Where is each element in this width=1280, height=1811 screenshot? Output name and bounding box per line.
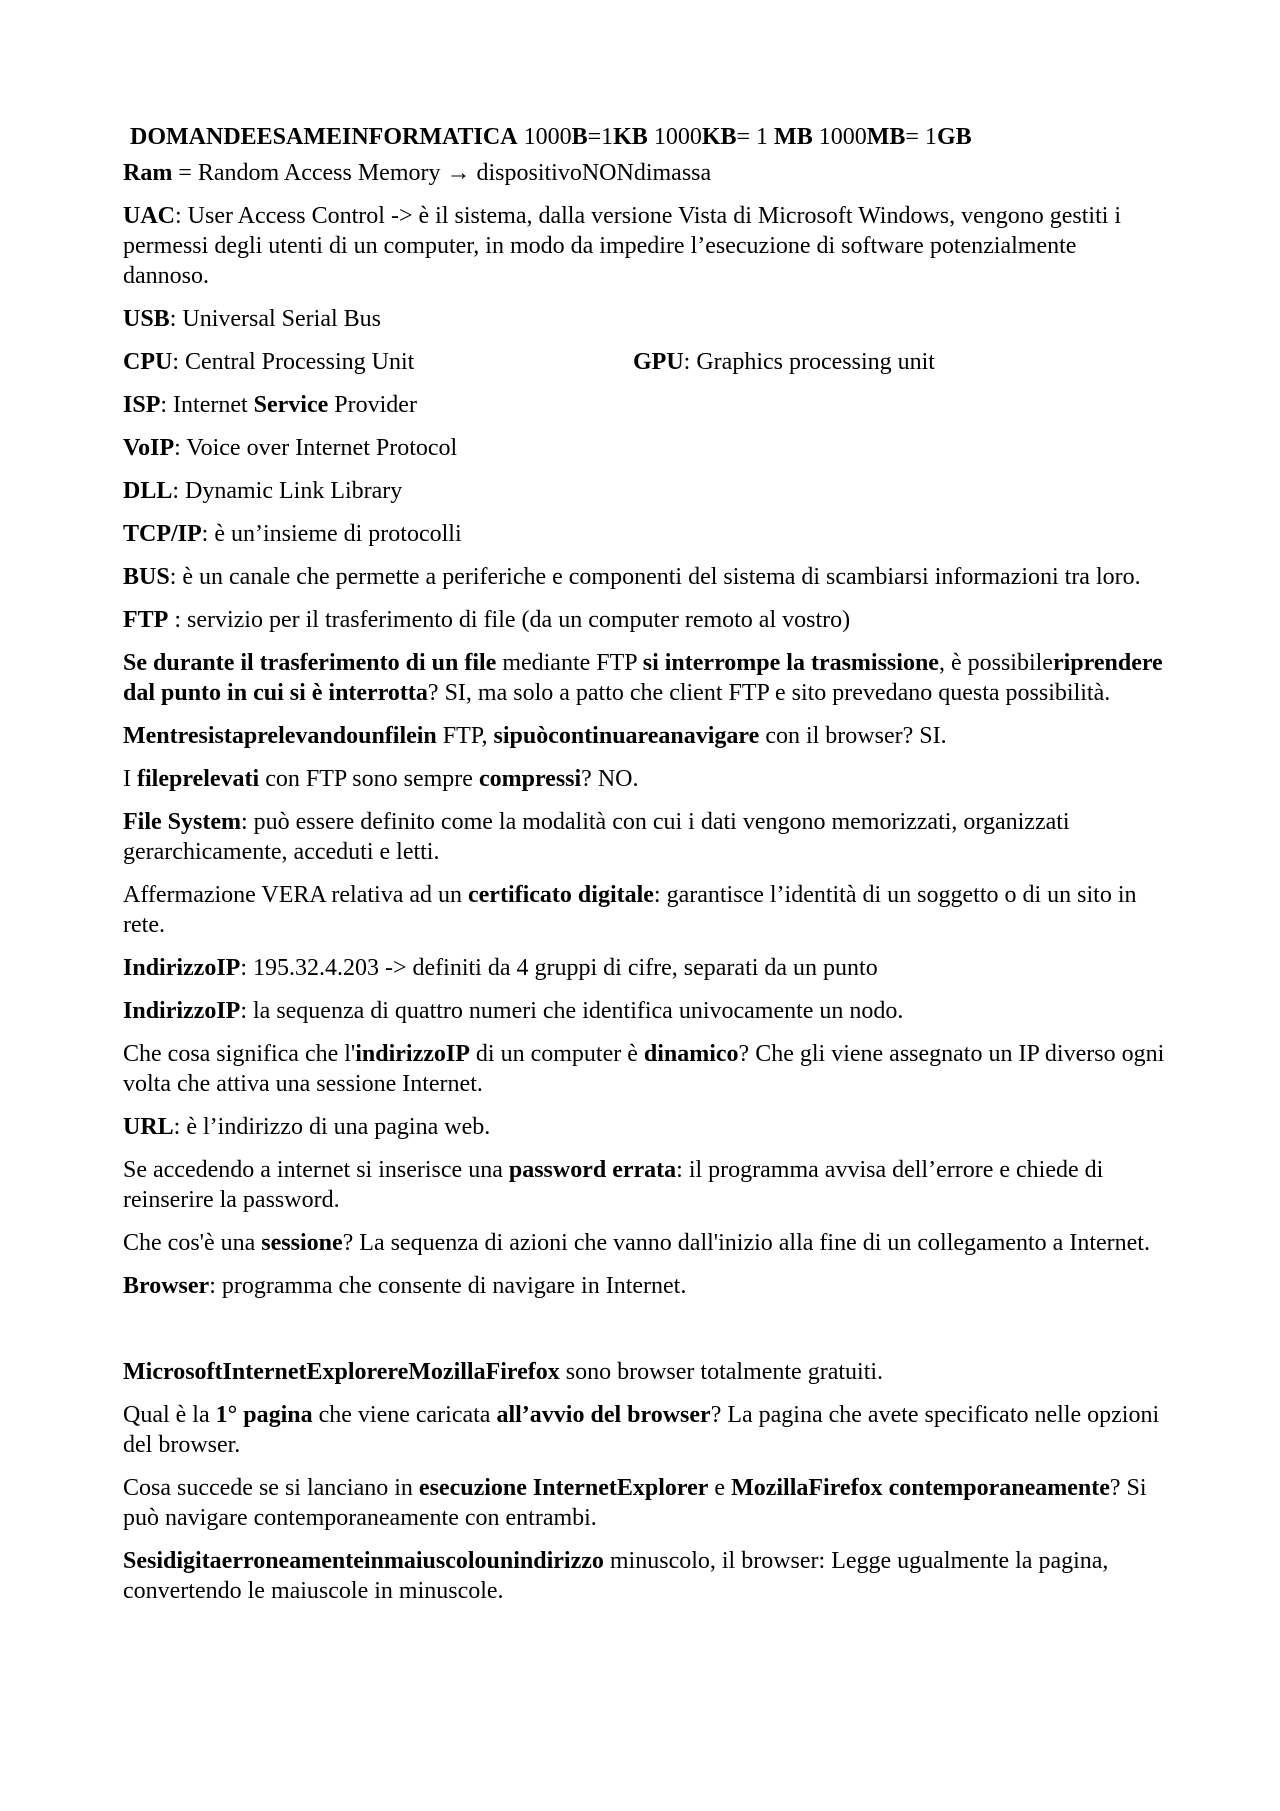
- both-browsers-question: Cosa succede se si lanciano in esecuzione InternetExplorer e MozillaFirefox contemporaneamente? Si può navigare contemporaneamente con entrambi.: [123, 1475, 1147, 1531]
- url-definition: URL: è l’indirizzo di una pagina web.: [123, 1114, 491, 1140]
- ftp-definition: FTP : servizio per il trasferimento di file (da un computer remoto al vostro): [123, 607, 851, 633]
- password-question: Se accedendo a internet si inserisce una password errata: il programma avvisa dell’errore e chiede di reinserire la password.: [123, 1157, 1104, 1213]
- bus-definition: BUS: è un canale che permette a periferiche e componenti del sistema di scambiarsi informazioni tra loro.: [123, 564, 1141, 590]
- ftp-compressed-question: I fileprelevati con FTP sono sempre compressi? NO.: [123, 766, 639, 792]
- usb-definition: USB: Universal Serial Bus: [123, 306, 381, 332]
- dynamic-ip-question: Che cosa significa che l'indirizzoIP di un computer è dinamico? Che gli viene assegnato un IP diverso ogni volta che attiva una sessione Internet.: [123, 1041, 1165, 1097]
- document-title: DOMANDEESAMEINFORMATICA: [130, 124, 518, 150]
- uppercase-address-question: Sesidigitaerroneamenteinmaiuscolounindirizzo minuscolo, il browser: Legge ugualmente la pagina, convertendo le maiuscole in minuscole.: [123, 1548, 1109, 1604]
- tcpip-definition: TCP/IP: è un’insieme di protocolli: [123, 521, 462, 547]
- dll-definition: DLL: Dynamic Link Library: [123, 478, 403, 504]
- gpu-definition: GPU: Graphics processing unit: [633, 349, 935, 375]
- ip-address-definition-2: IndirizzoIP: la sequenza di quattro numeri che identifica univocamente un nodo.: [123, 998, 904, 1024]
- cpu-gpu-row: [123, 347, 1168, 377]
- document-title-line: DOMANDEESAMEINFORMATICA 1000B=1KB 1000KB= 1 MB 1000MB= 1GB: [130, 124, 972, 150]
- session-question: Che cos'è una sessione? La sequenza di azioni che vanno dall'inizio alla fine di un collegamento a Internet.: [123, 1230, 1150, 1256]
- browser-definition: Browser: programma che consente di navigare in Internet.: [123, 1273, 687, 1299]
- voip-definition: VoIP: Voice over Internet Protocol: [123, 435, 458, 461]
- uac-definition: UAC: User Access Control -> è il sistema, dalla versione Vista di Microsoft Windows, vengono gestiti i permessi degli utenti di un computer, in modo da impedire l’esecuzione di software potenzialmente dannoso.: [123, 203, 1122, 289]
- ram-definition: Ram = Random Access Memory → dispositivoNONdimassa: [123, 160, 712, 186]
- first-page-question: Qual è la 1° pagina che viene caricata all’avvio del browser? La pagina che avete specificato nelle opzioni del browser.: [123, 1402, 1160, 1458]
- document-body: [123, 122, 1168, 1619]
- free-browsers-statement: MicrosoftInternetExplorereMozillaFirefox sono browser totalmente gratuiti.: [123, 1359, 884, 1385]
- ftp-resume-question: Se durante il trasferimento di un file mediante FTP si interrompe la trasmissione, è possibileriprendere dal punto in cui si è interrotta? SI, ma solo a patto che client FTP e sito prevedano questa possibilità.: [123, 650, 1163, 706]
- isp-definition: ISP: Internet Service Provider: [123, 392, 417, 418]
- cpu-definition: CPU: Central Processing Unit: [123, 349, 415, 375]
- ip-address-definition-1: IndirizzoIP: 195.32.4.203 -> definiti da 4 gruppi di cifre, separati da un punto: [123, 955, 878, 981]
- certificate-question: Affermazione VERA relativa ad un certificato digitale: garantisce l’identità di un soggetto o di un sito in rete.: [123, 882, 1137, 938]
- file-system-definition: File System: può essere definito come la modalità con cui i dati vengono memorizzati, organizzati gerarchicamente, acceduti e letti.: [123, 809, 1070, 865]
- ftp-browse-question: Mentresistaprelevandounfilein FTP, sipuòcontinuareanavigare con il browser? SI.: [123, 723, 947, 749]
